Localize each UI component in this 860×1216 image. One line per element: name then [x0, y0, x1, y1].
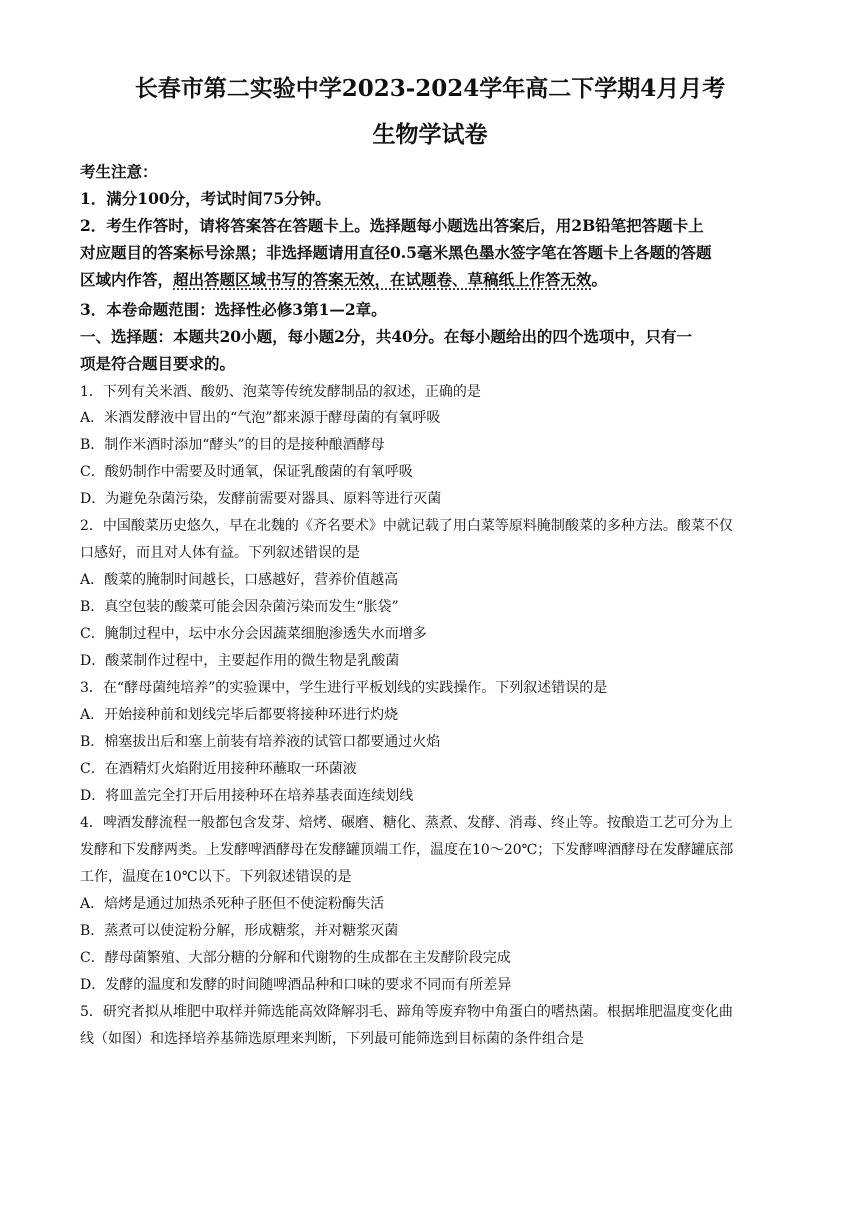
q4-stem-line-2: 发酵和下发酵两类。上发酵啤酒酵母在发酵罐顶端工作，温度在10～20℃；下发酵啤酒酵母在发酵罐底部	[80, 842, 734, 858]
q4-option-a: A．焙烤是通过加热杀死种子胚但不使淀粉酶失活	[80, 896, 385, 912]
q3-option-b: B．棉塞拔出后和塞上前装有培养液的试管口都要通过火焰	[80, 734, 441, 750]
q3-option-d: D．将皿盖完全打开后用接种环在培养基表面连续划线	[80, 788, 414, 804]
notice-item-2-line-3	[80, 266, 785, 293]
q2-option-d: D．酸菜制作过程中，主要起作用的微生物是乳酸菌	[80, 653, 400, 669]
q2-option-b: B．真空包装的酸菜可能会因杂菌污染而发生“胀袋”	[80, 599, 399, 615]
q5-stem-line-1: 5．研究者拟从堆肥中取样并筛选能高效降解羽毛、蹄角等废弃物中角蛋白的嗜热菌。根据堆肥温度变化曲	[80, 1004, 733, 1020]
notice-item-1: 1．满分100分，考试时间75分钟。	[80, 189, 331, 208]
notice-item-3: 3．本卷命题范围：选择性必修3第1—2章。	[80, 300, 387, 319]
q1-stem: 1．下列有关米酒、酸奶、泡菜等传统发酵制品的叙述，正确的是	[80, 384, 481, 400]
q3-stem: 3．在“酵母菌纯培养”的实验课中，学生进行平板划线的实践操作。下列叙述错误的是	[80, 680, 608, 696]
q2-stem-line-1: 2．中国酸菜历史悠久，早在北魏的《齐名要术》中就记载了用白菜等原料腌制酸菜的多种方法。酸菜不仅	[80, 518, 733, 534]
notice-item-2-line-2: 对应题目的答案标号涂黑；非选择题请用直径0.5毫米黑色墨水签字笔在答题卡上各题的答题	[80, 243, 712, 262]
q4-option-b: B．蒸煮可以使淀粉分解，形成糖浆，并对糖浆灭菌	[80, 923, 399, 939]
q1-option-d: D．为避免杂菌污染，发酵前需要对器具、原料等进行灭菌	[80, 491, 442, 507]
q2-option-a: A．酸菜的腌制时间越长，口感越好，营养价值越高	[80, 572, 399, 588]
exam-title: 长春市第二实验中学2023-2024学年高二下学期4月月考	[134, 75, 726, 102]
q1-option-a: A．米酒发酵液中冒出的“气泡”都来源于酵母菌的有氧呼吸	[80, 410, 441, 426]
notice-heading: 考生注意：	[80, 162, 158, 181]
q1-option-b: B．制作米酒时添加“酵头”的目的是接种酿酒酵母	[80, 437, 385, 453]
q3-option-c: C．在酒精灯火焰附近用接种环蘸取一环菌液	[80, 761, 357, 777]
section-heading-line-1: 一、选择题：本题共20小题，每小题2分，共40分。在每小题给出的四个选项中，只有一	[80, 327, 692, 346]
notice-item-2-line-1: 2．考生作答时，请将答案答在答题卡上。选择题每小题选出答案后，用2B铅笔把答题卡上	[80, 216, 704, 235]
q4-stem-line-3: 工作，温度在10℃以下。下列叙述错误的是	[80, 869, 352, 885]
q4-stem-line-1: 4．啤酒发酵流程一般都包含发芽、焙烤、碾磨、糖化、蒸煮、发酵、消毒、终止等。按酿造工艺可分为上	[80, 815, 733, 831]
q4-option-d: D．发酵的温度和发酵的时间随啤酒品种和口味的要求不同而有所差异	[80, 977, 512, 993]
section-heading-line-2: 项是符合题目要求的。	[80, 354, 236, 373]
q3-option-a: A．开始接种前和划线完毕后都要将接种环进行灼烧	[80, 707, 399, 723]
q5-stem-line-2: 线（如图）和选择培养基筛选原理来判断，下列最可能筛选到目标菌的条件组合是	[80, 1031, 584, 1047]
q4-option-c: C．酵母菌繁殖、大部分糖的分解和代谢物的生成都在主发酵阶段完成	[80, 950, 511, 966]
notice-item-2-line-3-end: 。	[591, 270, 608, 289]
exam-subtitle: 生物学试卷	[372, 121, 488, 148]
notice-emphasis-dotted: 超出答题区域书写的答案无效，在试题卷、草稿纸上作答无效	[173, 270, 592, 289]
notice-item-2-line-3-lead: 区域内作答，	[80, 270, 174, 289]
q2-option-c: C．腌制过程中，坛中水分会因蔬菜细胞渗透失水而增多	[80, 626, 427, 642]
q1-option-c: C．酸奶制作中需要及时通氧，保证乳酸菌的有氧呼吸	[80, 464, 413, 480]
q2-stem-line-2: 口感好，而且对人体有益。下列叙述错误的是	[80, 545, 360, 561]
